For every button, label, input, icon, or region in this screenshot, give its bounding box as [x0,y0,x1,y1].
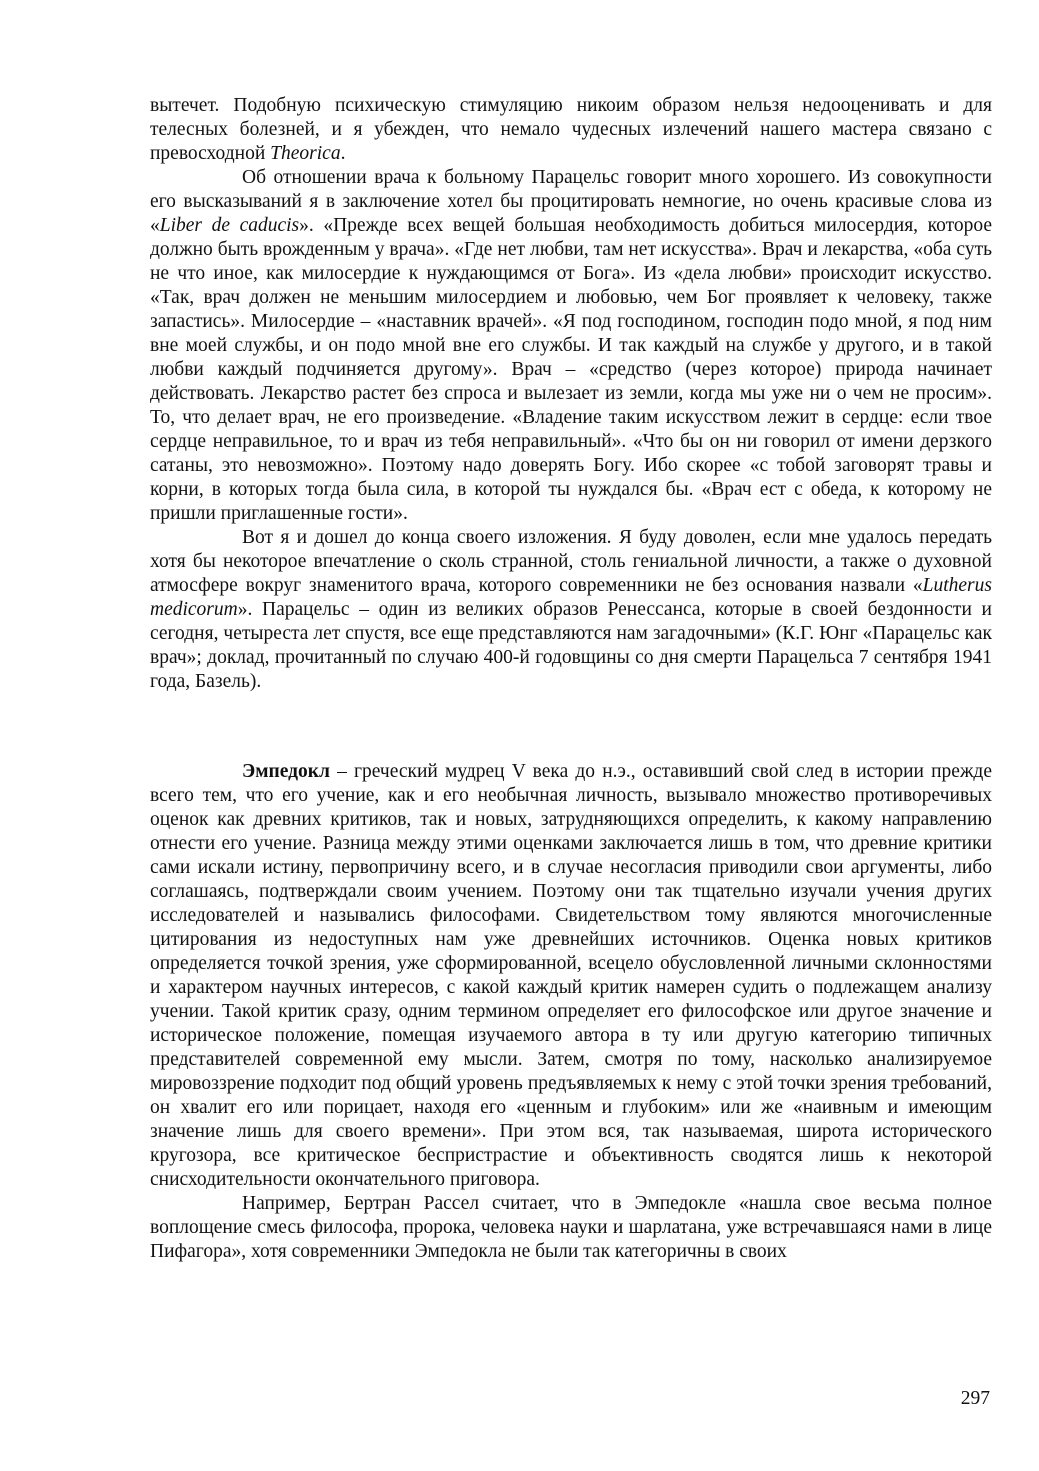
text-run: Об отношении врача к больному Парацельс говорит много хорошего. Из совокупности его высказываний я в заключение хотел бы процитировать немногие, но очень красивые слова из « [150,167,992,236]
text-run: ». «Прежде всех вещей большая необходимость добиться милосердия, которое должно быть врожденным у врача». «Где нет любви, там нет искусства». Врач и лекарства, «оба суть не что иное, как милосердие к нуждающимся от Бога». Из «дела любви» происходит искусство. «Так, врач должен не меньшим милосердием и любовью, чем Бог проявляет к человеку, также запастись». Милосердие – «наставник врачей». «Я под господином, господин подо мной, я под ним вне моей службы, и он подо мной вне его службы. И так каждый на службе у другого, и в такой любви каждый подчиняется другому». Врач – «средство (через которое) природа начинает действовать. Лекарство растет без спроса и вылезает из земли, когда мы уже ни о чем не просим». То, что делает врач, не его произведение. «Владение таким искусством лежит в сердце: если твое сердце неправильное, то и врач из тебя неправильный». «Что бы он ни говорил от имени дерзкого сатаны, это невозможно». Поэтому надо доверять Богу. Ибо скорее «с тобой заговорят травы и корни, в которых тогда была сила, в которой ты нуждался бы. «Врач ест с обеда, к которому не пришли приглашенные гости». [150,215,992,524]
italic-run: Lutherus medicorum [150,575,992,620]
paragraph-4 [150,760,992,1192]
page-number: 297 [960,1388,990,1409]
paragraph-3 [150,526,992,694]
text-run: ». Парацельс – один из великих образов Ренессанса, которые в своей бездонности и сегодня, четыреста лет спустя, все еще представляются нам загадочными» (К.Г. Юнг «Парацельс как врач»; доклад, прочитанный по случаю 400-й годовщины со дня смерти Парацельса 7 сентября 1941 года, Базель). [150,599,992,692]
italic-run: Liber de caducis [159,215,300,236]
text-run: Например, Бертран Рассел считает, что в Эмпедокле «нашла свое весьма полное воплощение смесь философа, пророка, человека науки и шарлатана, уже встречавшаяся нами в лице Пифагора», хотя современники Эмпедокла не были так категоричны в своих [150,1193,992,1262]
text-run: вытечет. Подобную психическую стимуляцию никоим образом нельзя недооценивать и для телесных болезней, и я убежден, что немало чудесных излечений нашего мастера связано с превосходной [150,95,992,164]
section-gap [150,694,992,760]
text-run: . [340,143,346,164]
paragraph-1 [150,94,992,166]
page-body [150,94,992,1264]
italic-run: Theorica [270,143,341,164]
text-run: – греческий мудрец V века до н.э., оставивший свой след в истории прежде всего тем, что его учение, как и его необычная личность, вызывало множество противоречивых оценок как древних критиков, так и новых, затрудняющихся определить, к какому направлению отнести его учение. Разница между этими оценками заключается лишь в том, что древние критики сами искали истину, первопричину всего, и в случае несогласия приводили свои аргументы, либо соглашаясь, подтверждали своим учением. Поэтому они так тщательно изучали учения других исследователей и назывались философами. Свидетельством тому являются многочисленные цитирования из недоступных нам уже древнейших источников. Оценка новых критиков определяется точкой зрения, уже сформированной, всецело обусловленной личными склонностями и характером научных интересов, с какой каждый критик намерен судить о подлежащем анализу учении. Такой критик сразу, одним термином определяет его философское или другое значение и историческое положение, помещая изучаемого автора в ту или другую категорию типичных представителей современной ему мысли. Затем, смотря по тому, насколько анализируемое мировоззрение подходит под общий уровень предъявляемых к нему с этой точки зрения требований, он хвалит его или порицает, находя его «ценным и глубоким» или же «наивным и имеющим значение лишь для своего времени». При этом вся, так называемая, широта исторического кругозора, все критическое беспристрастие и объективность сводятся лишь к некоторой снисходительности окончательного приговора. [150,761,992,1190]
paragraph-5 [150,1192,992,1264]
bold-run: Эмпедокл [242,761,330,782]
text-run: Вот я и дошел до конца своего изложения. Я буду доволен, если мне удалось передать хотя бы некоторое впечатление о сколь странной, столь гениальной личности, а также о духовной атмосфере вокруг знаменитого врача, которого современники не без основания назвали « [150,527,992,596]
paragraph-2 [150,166,992,526]
